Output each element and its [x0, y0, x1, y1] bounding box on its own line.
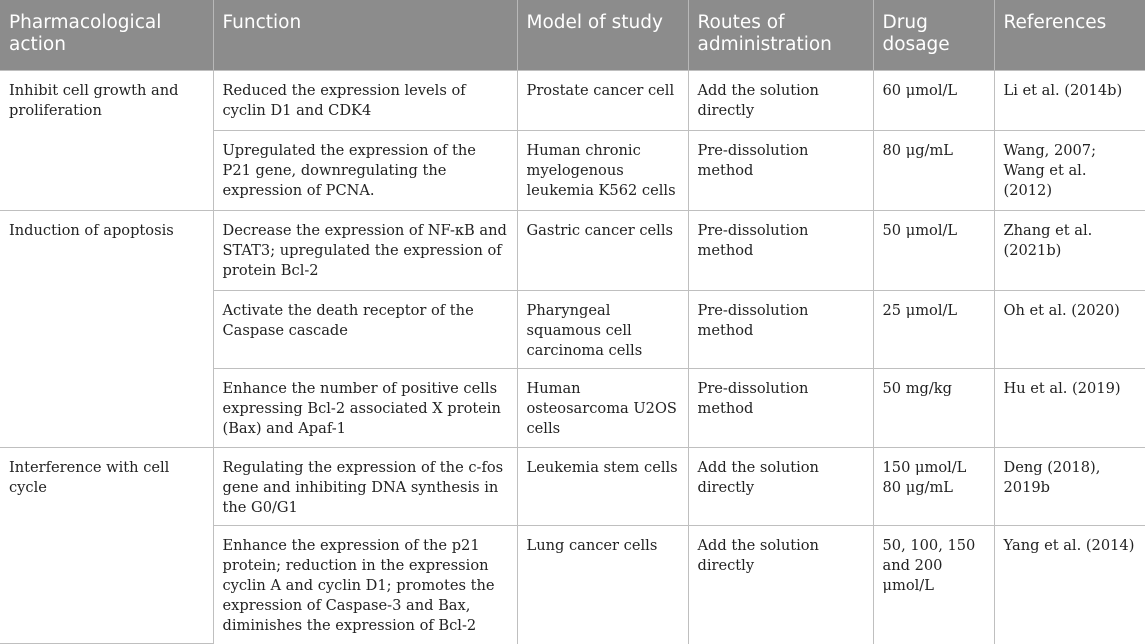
- table-row: [0, 211, 1145, 291]
- function-cell: Decrease the expression of NF-κB and STAT3; upregulated the expression of protein Bcl-2: [213, 211, 517, 291]
- dosage-cell: 50 mg/kg: [873, 369, 994, 448]
- routes-cell: Pre-dissolution method: [688, 211, 873, 291]
- model-cell: Prostate cancer cell: [517, 71, 688, 131]
- table-row: [0, 71, 1145, 131]
- references-cell: Yang et al. (2014): [994, 526, 1145, 644]
- routes-cell: Add the solution directly: [688, 71, 873, 131]
- header-row: [0, 0, 1145, 71]
- dosage-cell: 50, 100, 150 and 200 μmol/L: [873, 526, 994, 644]
- model-cell: Leukemia stem cells: [517, 448, 688, 526]
- model-cell: Human osteosarcoma U2OS cells: [517, 369, 688, 448]
- model-cell: Lung cancer cells: [517, 526, 688, 644]
- dosage-cell: 80 μg/mL: [873, 131, 994, 211]
- header-routes-of-administration: Routes of administration: [688, 0, 873, 71]
- model-cell: Pharyngeal squamous cell carcinoma cells: [517, 291, 688, 369]
- references-cell: Wang, 2007; Wang et al. (2012): [994, 131, 1145, 211]
- routes-cell: Add the solution directly: [688, 448, 873, 526]
- function-cell: Reduced the expression levels of cyclin D1 and CDK4: [213, 71, 517, 131]
- function-cell: Activate the death receptor of the Caspase cascade: [213, 291, 517, 369]
- pharmacological-action-cell: Interference with cell cycle: [0, 448, 213, 644]
- routes-cell: Pre-dissolution method: [688, 369, 873, 448]
- function-cell: Upregulated the expression of the P21 gene, downregulating the expression of PCNA.: [213, 131, 517, 211]
- header-function: Function: [213, 0, 517, 71]
- function-cell: Regulating the expression of the c-fos gene and inhibiting DNA synthesis in the G0/G1: [213, 448, 517, 526]
- header-references: References: [994, 0, 1145, 71]
- table-row: [0, 448, 1145, 526]
- model-cell: Gastric cancer cells: [517, 211, 688, 291]
- dosage-cell: 150 μmol/L 80 μg/mL: [873, 448, 994, 526]
- references-cell: Hu et al. (2019): [994, 369, 1145, 448]
- function-cell: Enhance the expression of the p21 protein; reduction in the expression cyclin A and cyclin D1; promotes the expression of Caspase-3 and Bax, diminishes the expression of Bcl-2: [213, 526, 517, 644]
- function-cell: Enhance the number of positive cells expressing Bcl-2 associated X protein (Bax) and Apaf-1: [213, 369, 517, 448]
- references-cell: Li et al. (2014b): [994, 71, 1145, 131]
- model-cell: Human chronic myelogenous leukemia K562 cells: [517, 131, 688, 211]
- routes-cell: Add the solution directly: [688, 526, 873, 644]
- references-cell: Deng (2018), 2019b: [994, 448, 1145, 526]
- pharmacological-action-cell: Inhibit cell growth and proliferation: [0, 71, 213, 211]
- references-cell: Oh et al. (2020): [994, 291, 1145, 369]
- header-model-of-study: Model of study: [517, 0, 688, 71]
- header-pharmacological-action: Pharmacological action: [0, 0, 213, 71]
- dosage-cell: 60 μmol/L: [873, 71, 994, 131]
- references-cell: Zhang et al. (2021b): [994, 211, 1145, 291]
- dosage-cell: 25 μmol/L: [873, 291, 994, 369]
- dosage-cell: 50 μmol/L: [873, 211, 994, 291]
- routes-cell: Pre-dissolution method: [688, 131, 873, 211]
- pharmacological-action-cell: Induction of apoptosis: [0, 211, 213, 448]
- routes-cell: Pre-dissolution method: [688, 291, 873, 369]
- header-drug-dosage: Drug dosage: [873, 0, 994, 71]
